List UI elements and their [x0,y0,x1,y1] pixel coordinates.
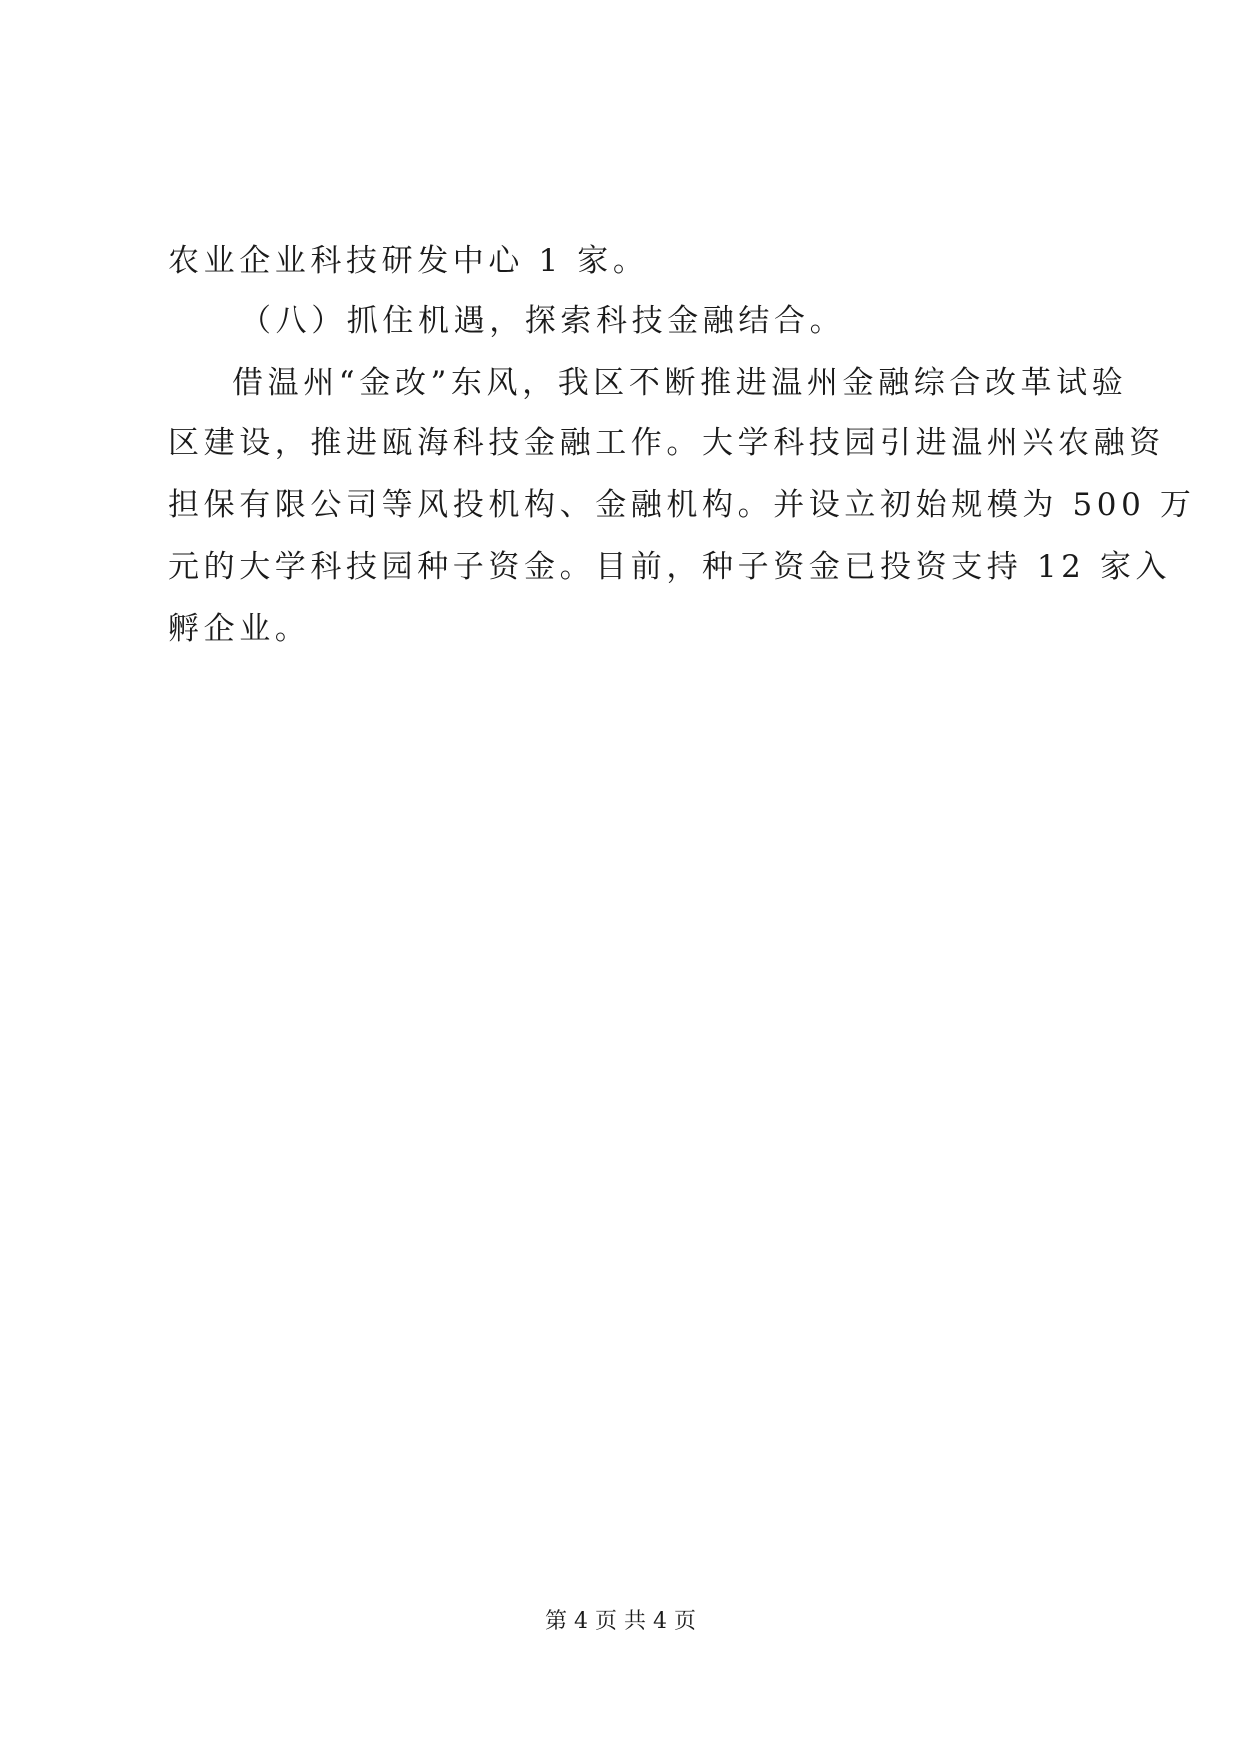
body-text-line-5: 担保有限公司等风投机构、金融机构。并设立初始规模为 500 万 [168,487,1196,523]
body-text-line-7: 孵企业。 [168,611,311,647]
body-text-line-3: 借温州“金改”东风，我区不断推进温州金融综合改革试验 [232,365,1128,401]
section-heading: （八）抓住机遇，探索科技金融结合。 [240,303,846,339]
page-number-footer: 第 4 页 共 4 页 [545,1609,696,1634]
body-text-line-1: 农业企业科技研发中心 1 家。 [168,243,649,279]
body-text-line-6: 元的大学科技园种子资金。目前，种子资金已投资支持 12 家入 [168,549,1172,585]
body-text-line-4: 区建设，推进瓯海科技金融工作。大学科技园引进温州兴农融资 [168,425,1165,461]
